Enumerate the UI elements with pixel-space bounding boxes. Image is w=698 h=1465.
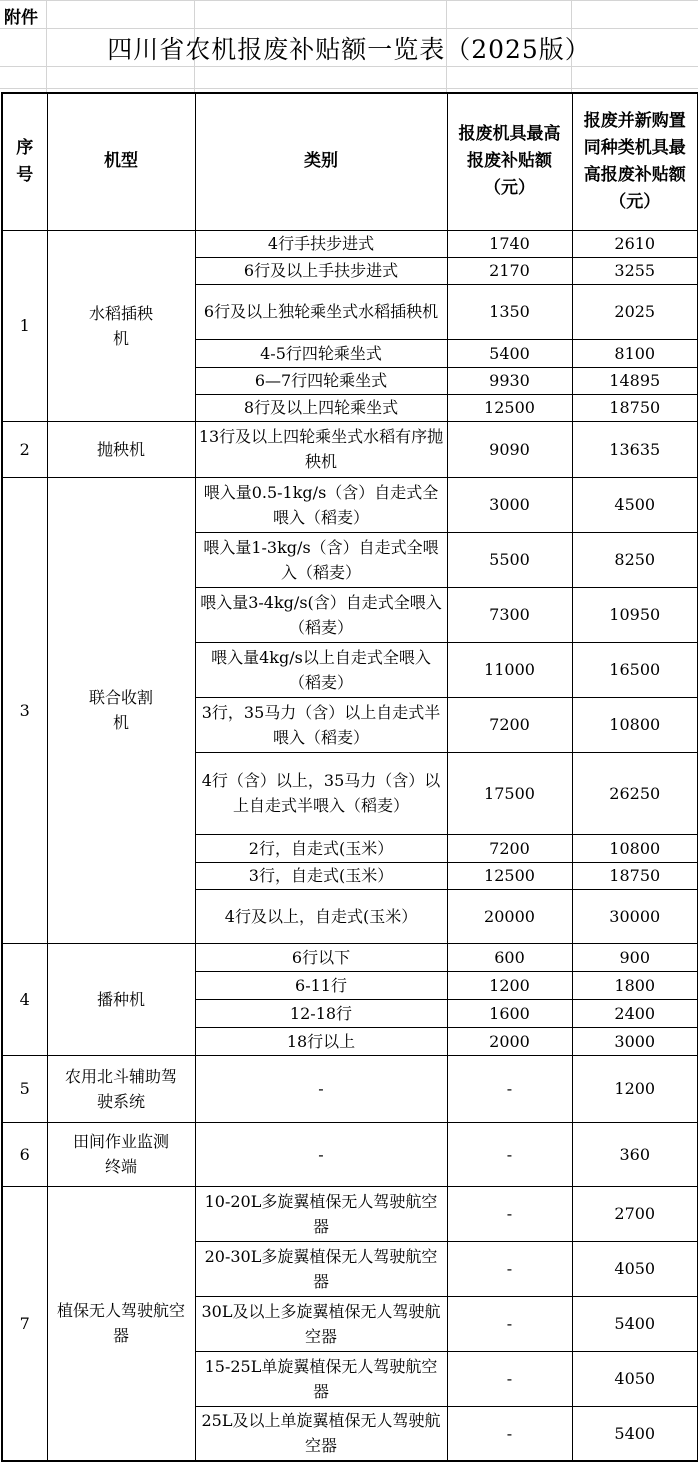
scrap-subsidy-cell: 2170 xyxy=(447,257,572,284)
scrap-new-subsidy-cell: 5400 xyxy=(572,1296,698,1351)
seq-cell: 4 xyxy=(2,943,47,1055)
table-row xyxy=(2,1055,698,1122)
category-cell: 6行以下 xyxy=(195,943,447,971)
scrap-new-subsidy-cell: 16500 xyxy=(572,642,698,697)
scrap-subsidy-cell: 5400 xyxy=(447,339,572,367)
scrap-subsidy-cell: 3000 xyxy=(447,477,572,532)
scrap-subsidy-cell: - xyxy=(447,1406,572,1461)
scrap-new-subsidy-cell: 30000 xyxy=(572,889,698,943)
scrap-new-subsidy-cell: 4500 xyxy=(572,477,698,532)
scrap-subsidy-cell: 600 xyxy=(447,943,572,971)
scrap-new-subsidy-cell: 10800 xyxy=(572,697,698,752)
scrap-new-subsidy-cell: 900 xyxy=(572,943,698,971)
category-cell: 25L及以上单旋翼植保无人驾驶航空器 xyxy=(195,1406,447,1461)
scrap-new-subsidy-cell: 26250 xyxy=(572,752,698,834)
model-cell: 播种机 xyxy=(47,943,195,1055)
scrap-subsidy-cell: 1740 xyxy=(447,230,572,257)
scrap-subsidy-cell: - xyxy=(447,1122,572,1186)
table-row xyxy=(2,1186,698,1241)
model-cell: 田间作业监测终端 xyxy=(47,1122,195,1186)
category-cell: - xyxy=(195,1055,447,1122)
category-cell: 13行及以上四轮乘坐式水稻有序抛秧机 xyxy=(195,421,447,477)
category-cell: - xyxy=(195,1122,447,1186)
scrap-subsidy-cell: 11000 xyxy=(447,642,572,697)
table-row xyxy=(2,1122,698,1186)
seq-cell: 3 xyxy=(2,477,47,943)
scrap-subsidy-cell: 9090 xyxy=(447,421,572,477)
scrap-subsidy-cell: 1350 xyxy=(447,284,572,339)
scrap-new-subsidy-cell: 2610 xyxy=(572,230,698,257)
category-cell: 6行及以上手扶步进式 xyxy=(195,257,447,284)
scrap-subsidy-cell: 1200 xyxy=(447,971,572,999)
scrap-subsidy-cell: 2000 xyxy=(447,1027,572,1055)
scrap-new-subsidy-cell: 10950 xyxy=(572,587,698,642)
category-cell: 4行（含）以上，35马力（含）以上自走式半喂入（稻麦） xyxy=(195,752,447,834)
scrap-subsidy-cell: 12500 xyxy=(447,862,572,889)
header-category: 类别 xyxy=(195,93,447,230)
category-cell: 20-30L多旋翼植保无人驾驶航空器 xyxy=(195,1241,447,1296)
category-cell: 4行及以上，自走式(玉米） xyxy=(195,889,447,943)
scrap-new-subsidy-cell: 3255 xyxy=(572,257,698,284)
scrap-new-subsidy-cell: 4050 xyxy=(572,1241,698,1296)
category-cell: 10-20L多旋翼植保无人驾驶航空器 xyxy=(195,1186,447,1241)
scrap-new-subsidy-cell: 10800 xyxy=(572,834,698,862)
scrap-subsidy-cell: 1600 xyxy=(447,999,572,1027)
table-row xyxy=(2,943,698,971)
model-cell: 植保无人驾驶航空器 xyxy=(47,1186,195,1461)
scrap-new-subsidy-cell: 18750 xyxy=(572,862,698,889)
table-row xyxy=(2,477,698,532)
table-row xyxy=(2,230,698,257)
subsidy-table xyxy=(1,92,698,1462)
scrap-new-subsidy-cell: 13635 xyxy=(572,421,698,477)
scrap-new-subsidy-cell: 14895 xyxy=(572,367,698,394)
header-model: 机型 xyxy=(47,93,195,230)
scrap-subsidy-cell: 12500 xyxy=(447,394,572,421)
scrap-subsidy-cell: 17500 xyxy=(447,752,572,834)
category-cell: 喂入量0.5-1kg/s（含）自走式全喂入（稻麦） xyxy=(195,477,447,532)
scrap-subsidy-cell: - xyxy=(447,1296,572,1351)
scrap-subsidy-cell: - xyxy=(447,1241,572,1296)
scrap-subsidy-cell: - xyxy=(447,1351,572,1406)
model-cell: 联合收割机 xyxy=(47,477,195,943)
scrap-new-subsidy-cell: 2700 xyxy=(572,1186,698,1241)
header-row xyxy=(2,93,698,230)
seq-cell: 6 xyxy=(2,1122,47,1186)
table-row xyxy=(2,421,698,477)
category-cell: 喂入量3-4kg/s(含）自走式全喂入（稻麦） xyxy=(195,587,447,642)
scrap-new-subsidy-cell: 1800 xyxy=(572,971,698,999)
category-cell: 12-18行 xyxy=(195,999,447,1027)
scrap-subsidy-cell: 7200 xyxy=(447,834,572,862)
category-cell: 18行以上 xyxy=(195,1027,447,1055)
scrap-new-subsidy-cell: 8250 xyxy=(572,532,698,587)
model-cell: 抛秧机 xyxy=(47,421,195,477)
category-cell: 喂入量4kg/s以上自走式全喂入（稻麦） xyxy=(195,642,447,697)
category-cell: 4-5行四轮乘坐式 xyxy=(195,339,447,367)
category-cell: 30L及以上多旋翼植保无人驾驶航空器 xyxy=(195,1296,447,1351)
scrap-subsidy-cell: - xyxy=(447,1186,572,1241)
category-cell: 4行手扶步进式 xyxy=(195,230,447,257)
category-cell: 3行，35马力（含）以上自走式半喂入（稻麦） xyxy=(195,697,447,752)
category-cell: 6行及以上独轮乘坐式水稻插秧机 xyxy=(195,284,447,339)
page-title: 四川省农机报废补贴额一览表（2025版） xyxy=(107,35,591,64)
header-seq: 序号 xyxy=(2,93,47,230)
scrap-new-subsidy-cell: 1200 xyxy=(572,1055,698,1122)
model-cell: 水稻插秧机 xyxy=(47,230,195,421)
category-cell: 6—7行四轮乘坐式 xyxy=(195,367,447,394)
scrap-subsidy-cell: 20000 xyxy=(447,889,572,943)
category-cell: 6-11行 xyxy=(195,971,447,999)
scrap-new-subsidy-cell: 18750 xyxy=(572,394,698,421)
scrap-subsidy-cell: 7200 xyxy=(447,697,572,752)
scrap-subsidy-cell: - xyxy=(447,1055,572,1122)
seq-cell: 2 xyxy=(2,421,47,477)
seq-cell: 1 xyxy=(2,230,47,421)
scrap-new-subsidy-cell: 2025 xyxy=(572,284,698,339)
scrap-subsidy-cell: 9930 xyxy=(447,367,572,394)
header-scrap-new-subsidy: 报废并新购置同种类机具最高报废补贴额（元） xyxy=(572,93,698,230)
scrap-new-subsidy-cell: 360 xyxy=(572,1122,698,1186)
model-cell: 农用北斗辅助驾驶系统 xyxy=(47,1055,195,1122)
scrap-subsidy-cell: 7300 xyxy=(447,587,572,642)
category-cell: 8行及以上四轮乘坐式 xyxy=(195,394,447,421)
attachment-label: 附件 xyxy=(4,8,38,28)
scrap-new-subsidy-cell: 3000 xyxy=(572,1027,698,1055)
seq-cell: 7 xyxy=(2,1186,47,1461)
scrap-subsidy-cell: 5500 xyxy=(447,532,572,587)
scrap-new-subsidy-cell: 8100 xyxy=(572,339,698,367)
scrap-new-subsidy-cell: 2400 xyxy=(572,999,698,1027)
scrap-new-subsidy-cell: 4050 xyxy=(572,1351,698,1406)
scrap-new-subsidy-cell: 5400 xyxy=(572,1406,698,1461)
category-cell: 15-25L单旋翼植保无人驾驶航空器 xyxy=(195,1351,447,1406)
seq-cell: 5 xyxy=(2,1055,47,1122)
category-cell: 2行，自走式(玉米） xyxy=(195,834,447,862)
category-cell: 3行，自走式(玉米） xyxy=(195,862,447,889)
category-cell: 喂入量1-3kg/s（含）自走式全喂入（稻麦） xyxy=(195,532,447,587)
header-scrap-subsidy: 报废机具最高报废补贴额（元） xyxy=(447,93,572,230)
